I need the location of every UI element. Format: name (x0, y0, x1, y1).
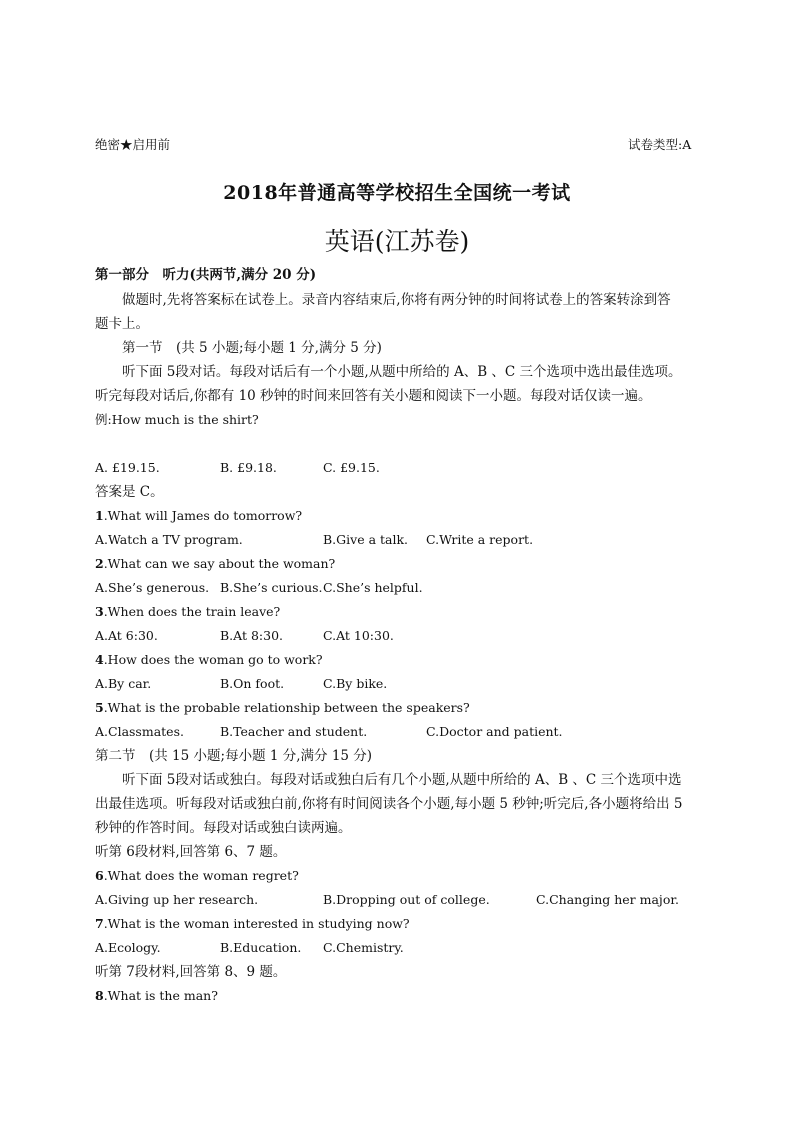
example-option-c: C. £9.15. (323, 460, 380, 475)
question-number: 6 (95, 868, 104, 883)
section1-instructions-line2: 听完每段对话后,你都有 10 秒钟的时间来回答有关小题和阅读下一小题。每段对话仅读一遍。 (95, 388, 652, 404)
q4-option-b: B.On foot. (220, 676, 285, 691)
example-option-b: B. £9.18. (220, 460, 277, 475)
question-text: .When does the train leave? (103, 604, 281, 619)
question-text: .What can we say about the woman? (103, 556, 336, 571)
q6-option-b: B.Dropping out of college. (323, 892, 490, 907)
question-4 (95, 648, 323, 672)
confidential-label: 绝密★启用前 (95, 137, 171, 152)
question-text: .What is the probable relationship between the speakers? (103, 700, 470, 715)
q5-option-a: A.Classmates. (95, 724, 184, 739)
part1-intro-line2: 题卡上。 (95, 316, 149, 332)
exam-subtitle: 英语(江苏卷) (324, 227, 470, 256)
question-number: 4 (95, 652, 104, 667)
question-number: 2 (95, 556, 104, 571)
question-text: .What does the woman regret? (103, 868, 299, 883)
material-7-label: 听第 7段材料,回答第 8、9 题。 (95, 964, 287, 980)
section2-instructions-line2: 出最佳选项。听每段对话或独白前,你将有时间阅读各个小题,每小题 5 秒钟;听完后,各小题将给出 5 (95, 796, 683, 812)
example-option-a: A. £19.15. (95, 460, 160, 475)
question-5 (95, 696, 470, 720)
section1-instructions-line1: 听下面 5段对话。每段对话后有一个小题,从题中所给的 A、B 、C 三个选项中选出最佳选项。 (122, 364, 682, 380)
q2-option-c: C.She’s helpful. (323, 580, 423, 595)
part1-heading: 第一部分 听力(共两节,满分 20 分) (95, 267, 317, 283)
part1-intro-line1: 做题时,先将答案标在试卷上。录音内容结束后,你将有两分钟的时间将试卷上的答案转涂到答 (122, 292, 671, 308)
example-question: 例:How much is the shirt? (95, 412, 259, 427)
material-6-label: 听第 6段材料,回答第 6、7 题。 (95, 844, 287, 860)
q5-option-b: B.Teacher and student. (220, 724, 368, 739)
question-text: .How does the woman go to work? (103, 652, 323, 667)
q1-option-b: B.Give a talk. (323, 532, 409, 547)
question-text: .What is the woman interested in studying now? (103, 916, 410, 931)
section1-heading: 第一节 (共 5 小题;每小题 1 分,满分 5 分) (122, 340, 382, 356)
question-1 (95, 504, 302, 528)
question-6 (95, 864, 299, 888)
q4-option-c: C.By bike. (323, 676, 388, 691)
q2-option-a: A.She’s generous. (95, 580, 210, 595)
question-8 (95, 984, 218, 1008)
q3-option-a: A.At 6:30. (95, 628, 158, 643)
q6-option-c: C.Changing her major. (536, 892, 679, 907)
question-number: 5 (95, 700, 104, 715)
q7-option-c: C.Chemistry. (323, 940, 404, 955)
section2-instructions-line1: 听下面 5段对话或独白。每段对话或独白后有几个小题,从题中所给的 A、B 、C 三个选项中选 (122, 772, 682, 788)
example-answer: 答案是 C。 (95, 484, 164, 500)
exam-title: 2018年普通高等学校招生全国统一考试 (223, 182, 571, 204)
question-number: 7 (95, 916, 104, 931)
question-2 (95, 552, 335, 576)
q4-option-a: A.By car. (95, 676, 152, 691)
q3-option-b: B.At 8:30. (220, 628, 284, 643)
q3-option-c: C.At 10:30. (323, 628, 394, 643)
question-7 (95, 912, 410, 936)
q7-option-a: A.Ecology. (95, 940, 161, 955)
section2-heading: 第二节 (共 15 小题;每小题 1 分,满分 15 分) (95, 748, 373, 764)
question-number: 1 (95, 508, 104, 523)
question-3 (95, 600, 280, 624)
q6-option-a: A.Giving up her research. (95, 892, 259, 907)
question-number: 3 (95, 604, 104, 619)
question-text: .What is the man? (103, 988, 218, 1003)
question-number: 8 (95, 988, 104, 1003)
q7-option-b: B.Education. (220, 940, 302, 955)
q1-option-a: A.Watch a TV program. (95, 532, 243, 547)
section2-instructions-line3: 秒钟的作答时间。每段对话或独白读两遍。 (95, 820, 352, 836)
q2-option-b: B.She’s curious. (220, 580, 323, 595)
paper-type-label: 试卷类型:A (628, 137, 692, 152)
question-text: .What will James do tomorrow? (103, 508, 303, 523)
q1-option-c: C.Write a report. (426, 532, 534, 547)
q5-option-c: C.Doctor and patient. (426, 724, 563, 739)
